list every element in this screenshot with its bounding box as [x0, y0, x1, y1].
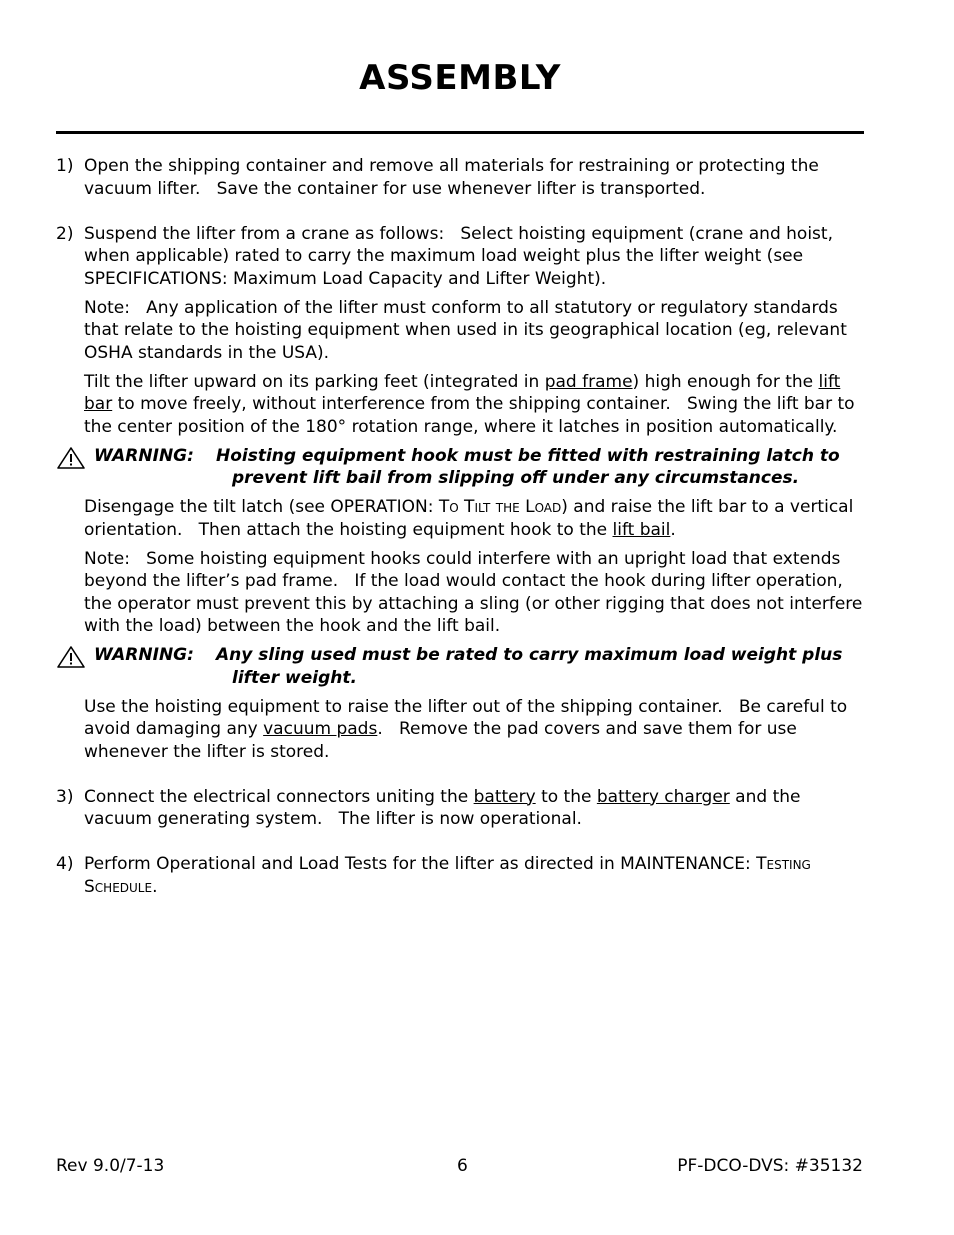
warning-text-line-2: lifter weight.	[232, 667, 357, 688]
step-2-note-2: Note: Some hoisting equipment hooks could interfere with an upright load that extends beyond the lifter’s pad frame. If the load would contact the hook during lifter operation, the operator must prevent this by attaching a sling (or other rigging that does not interfere with the load) between the hook and the lift bail.	[84, 548, 863, 636]
page-title: ASSEMBLY	[359, 58, 561, 98]
warning-label: WARNING:	[94, 645, 194, 665]
battery-charger-link: battery charger	[596, 786, 730, 807]
battery-link: battery	[473, 786, 536, 807]
step-number: 4)	[56, 854, 74, 874]
step-3-text: Connect the electrical connectors uniting the battery to the battery charger and the vacuum generating system. The lifter is now operational.	[84, 786, 801, 829]
step-number: 1)	[56, 156, 74, 176]
vacuum-pads-link: vacuum pads	[263, 719, 378, 739]
footer-document-id: PF-DCO-DVS: #35132	[677, 1156, 863, 1176]
pad-frame-link: pad frame	[544, 371, 633, 392]
testing-schedule-reference: Testing Schedule	[84, 854, 811, 897]
warning-triangle-icon	[56, 445, 94, 477]
step-number: 2)	[56, 223, 74, 244]
footer-page-number: 6	[457, 1156, 468, 1176]
warning-2	[56, 644, 868, 689]
warning-text-line-1: Hoisting equipment hook must be fitted with restraining latch to	[216, 445, 840, 466]
title-rule	[56, 131, 864, 134]
tilt-the-load-reference: To Tilt the Load	[438, 497, 562, 517]
step-2-raise-text: Use the hoisting equipment to raise the lifter out of the shipping container. Be careful to avoid damaging any vacuum pads. Remove the pad covers and save them for use whenever the lifter is stored.	[84, 696, 848, 762]
step-4-text: Perform Operational and Load Tests for the lifter as directed in MAINTENANCE: Testing Schedule.	[84, 854, 811, 897]
warning-label: WARNING:	[94, 445, 194, 466]
warning-text-line-1: Any sling used must be rated to carry maximum load weight plus	[216, 645, 843, 665]
warning-triangle-icon	[56, 644, 94, 676]
step-2-text: Suspend the lifter from a crane as follows: Select hoisting equipment (crane and hoist, when applicable) rated to carry the maximum load weight plus the lifter weight (see SPECIFICATIONS: Maximum Load Capacity and Lifter Weight).	[84, 223, 833, 289]
lift-bail-link: lift bail	[612, 519, 671, 540]
step-3	[56, 786, 868, 838]
step-2-tilt-text: Tilt the lifter upward on its parking feet (integrated in pad frame) high enough for the lift bar to move freely, without interference from the shipping container. Swing the lift bar to the center position of the 180° rotation range, where it latches in position automatically.	[84, 371, 855, 437]
step-2-note-1: Note: Any application of the lifter must conform to all statutory or regulatory standards that relate to the hoisting equipment when used in its geographical location (eg, relevant OSHA standards in the USA).	[84, 297, 847, 363]
step-4	[56, 853, 868, 905]
step-1-text: Open the shipping container and remove all materials for restraining or protecting the vacuum lifter. Save the container for use whenever lifter is transported.	[84, 156, 819, 199]
warning-text-line-2: prevent lift bail from slipping off under any circumstances.	[232, 468, 800, 488]
lift-bar-link: lift bar	[84, 371, 841, 414]
step-1	[56, 155, 868, 207]
warning-1	[56, 445, 868, 490]
assembly-steps	[56, 155, 868, 905]
step-2	[56, 223, 868, 770]
footer-revision: Rev 9.0/7-13	[56, 1156, 165, 1176]
step-number: 3)	[56, 786, 74, 807]
step-2-disengage-text: Disengage the tilt latch (see OPERATION: To Tilt the Load) and raise the lift bar to a vertical orientation. Then attach the hoisting equipment hook to the lift bail.	[84, 497, 854, 540]
